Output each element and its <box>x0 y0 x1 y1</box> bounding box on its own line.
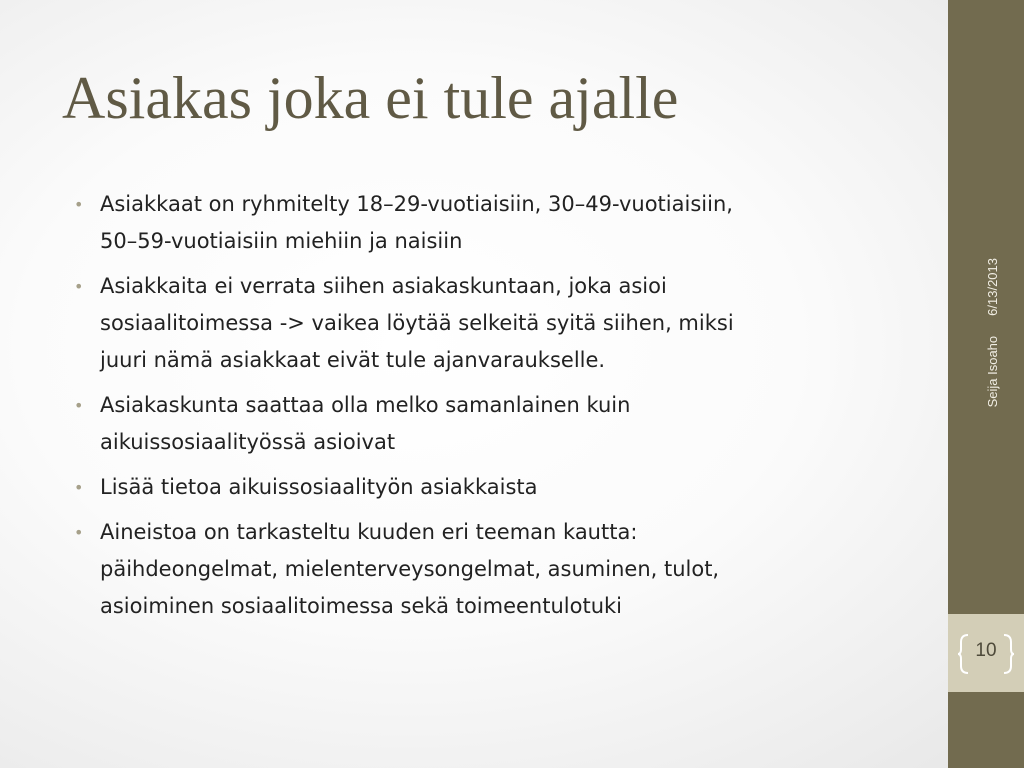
vertical-footer <box>985 258 1000 407</box>
footer-author: Seija Isoaho <box>985 335 1000 408</box>
bullet-line: Asiakkaat on ryhmitelty 18–29-vuotiaisiin, 30–49-vuotiaisiin, <box>100 192 733 216</box>
bullet-line: Lisää tietoa aikuissosiaalityön asiakkaista <box>100 475 538 499</box>
bullet-line: Asiakaskunta saattaa olla melko samanlainen kuin <box>100 393 631 417</box>
bullet-item <box>74 469 874 506</box>
bullet-line: Aineistoa on tarkasteltu kuuden eri teeman kautta: <box>100 520 638 544</box>
page-number: 10 <box>975 640 997 661</box>
bullet-line: aikuissosiaalityössä asioivat <box>100 430 396 454</box>
bullet-icon: • <box>74 396 84 415</box>
bullet-item <box>74 268 874 379</box>
bullet-line: 50–59-vuotiaisiin miehiin ja naisiin <box>100 229 463 253</box>
bullet-line: asioiminen sosiaalitoimessa sekä toimeentulotuki <box>100 594 623 618</box>
bullet-line: sosiaalitoimessa -> vaikea löytää selkeitä syitä siihen, miksi <box>100 311 734 335</box>
bullet-item <box>74 514 874 625</box>
bullet-list <box>74 186 874 633</box>
page-number-box <box>948 614 1024 692</box>
bullet-item <box>74 387 874 461</box>
bullet-item <box>74 186 874 260</box>
bullet-icon: • <box>74 277 84 296</box>
bullet-line: juuri nämä asiakkaat eivät tule ajanvaraukselle. <box>100 348 606 372</box>
slide-title: Asiakas joka ei tule ajalle <box>62 65 679 131</box>
bullet-icon: • <box>74 478 84 497</box>
bullet-icon: • <box>74 195 84 214</box>
bullet-line: päihdeongelmat, mielenterveysongelmat, asuminen, tulot, <box>100 557 720 581</box>
footer-date: 6/13/2013 <box>985 258 1000 316</box>
bullet-icon: • <box>74 523 84 542</box>
bullet-line: Asiakkaita ei verrata siihen asiakaskuntaan, joka asioi <box>100 274 667 298</box>
